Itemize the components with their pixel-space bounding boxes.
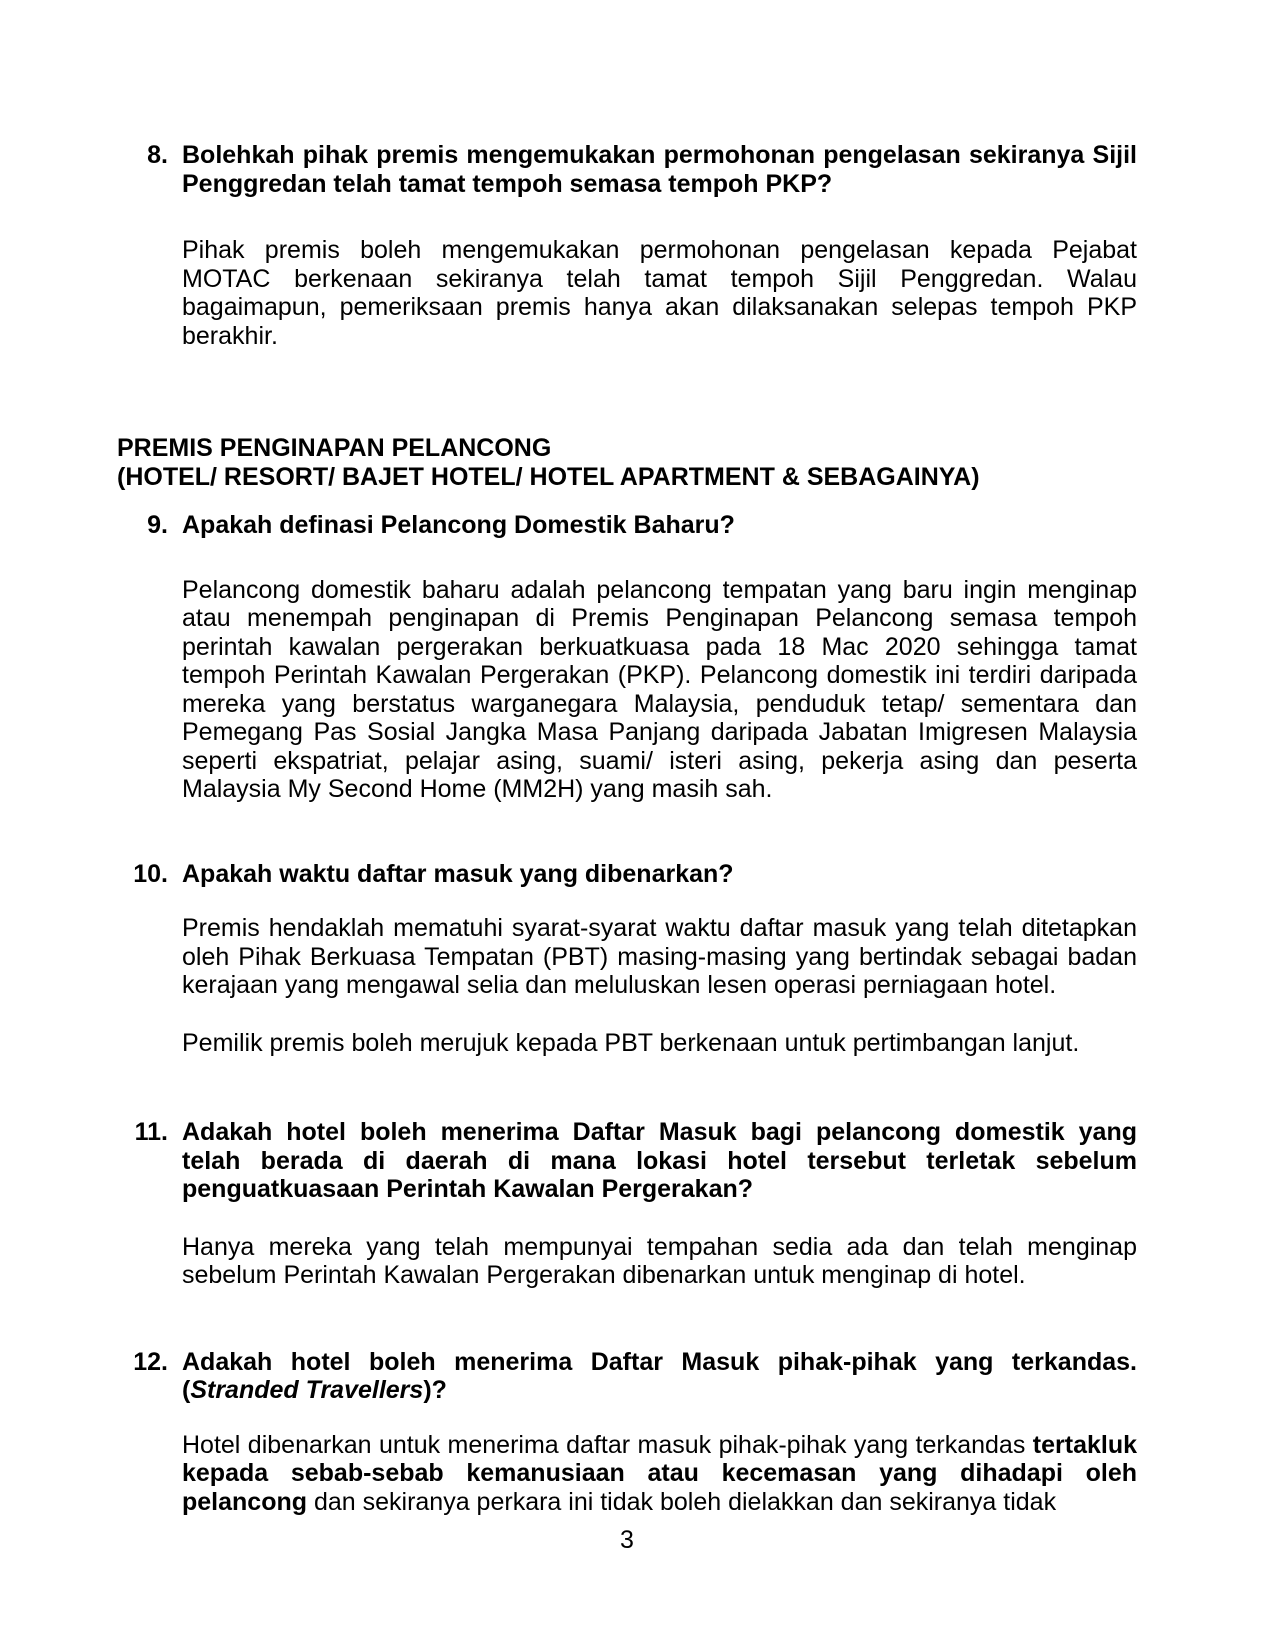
faq-question-9 [117,511,1137,540]
answer-paragraph: Pemilik premis boleh merujuk kepada PBT berkenaan untuk pertimbangan lanjut. [182,1028,1080,1057]
section-heading-line1: PREMIS PENGINAPAN PELANCONG [117,434,552,462]
question-text [182,1348,1137,1405]
answer-text-part2: dan sekiranya perkara ini tidak boleh dielakkan dan sekiranya tidak [307,1487,1057,1516]
question-number: 8. [147,141,168,169]
question-text-italic: Stranded Travellers [190,1376,424,1404]
answer-paragraph: Premis hendaklah mematuhi syarat-syarat waktu daftar masuk yang telah ditetapkan oleh Pihak Berkuasa Tempatan (PBT) masing-masing yang bertindak sebagai badan kerajaan yang mengawal selia dan meluluskan lesen operasi perniagaan hotel. [182,914,1137,999]
faq-item-12 [117,1348,1137,1517]
question-text-part2: )? [423,1376,447,1404]
answer-paragraph [182,1431,1137,1517]
faq-item-9 [117,511,1137,804]
faq-item-11 [117,1118,1137,1290]
question-text: Apakah waktu daftar masuk yang dibenarkan? [182,859,734,888]
faq-question-8 [117,141,1137,198]
question-number: 11. [134,1118,168,1146]
question-text: Bolehkah pihak premis mengemukakan permohonan pengelasan sekiranya Sijil Penggredan telah tamat tempoh semasa tempoh PKP? [182,141,1137,198]
page-footer [117,1526,1137,1555]
answer-paragraph: Pelancong domestik baharu adalah pelancong tempatan yang baru ingin menginap atau menempah penginapan di Premis Penginapan Pelancong semasa tempoh perintah kawalan pergerakan berkuatkuasa pada 18 Mac 2020 sehingga tamat tempoh Perintah Kawalan Pergerakan (PKP). Pelancong domestik ini terdiri daripada mereka yang berstatus warganegara Malaysia, penduduk tetap/ sementara dan Pemegang Pas Sosial Jangka Masa Panjang daripada Jabatan Imigresen Malaysia seperti ekspatriat, pelajar asing, suami/ isteri asing, pekerja asing dan peserta Malaysia My Second Home (MM2H) yang masih sah. [182,575,1137,803]
answer-paragraph: Pihak premis boleh mengemukakan permohonan pengelasan kepada Pejabat MOTAC berkenaan sekiranya telah tamat tempoh Sijil Penggredan. Walau bagaimapun, pemeriksaan premis hanya akan dilaksanakan selepas tempoh PKP berakhir. [182,236,1137,350]
question-number: 12. [133,1347,168,1376]
faq-question-10 [117,860,1137,889]
answer-text-part1: Hotel dibenarkan untuk menerima daftar masuk pihak-pihak yang terkandas [182,1430,1033,1459]
question-text-part1: Adakah hotel boleh menerima Daftar Masuk pihak-pihak yang terkandas. ( [182,1347,1137,1404]
faq-item-10 [117,860,1137,1058]
question-number: 9. [147,511,168,539]
faq-question-12 [117,1348,1137,1405]
question-number: 10. [133,859,168,888]
question-text: Adakah hotel boleh menerima Daftar Masuk bagi pelancong domestik yang telah berada di daerah di mana lokasi hotel tersebut terletak sebelum penguatkuasaan Perintah Kawalan Pergerakan? [182,1118,1137,1203]
faq-question-11 [117,1118,1137,1204]
section-heading [117,434,1137,491]
answer-text-bold: tertakluk kepada sebab-sebab kemanusiaan atau kecemasan yang dihadapi oleh pelancong [182,1430,1137,1516]
question-text: Apakah definasi Pelancong Domestik Baharu? [182,511,735,539]
faq-item-8 [117,141,1137,350]
answer-paragraph: Hanya mereka yang telah mempunyai tempahan sedia ada dan telah menginap sebelum Perintah Kawalan Pergerakan dibenarkan untuk menginap di hotel. [182,1232,1137,1289]
section-heading-line2: (HOTEL/ RESORT/ BAJET HOTEL/ HOTEL APARTMENT & SEBAGAINYA) [117,462,980,491]
page-number: 3 [620,1526,634,1554]
